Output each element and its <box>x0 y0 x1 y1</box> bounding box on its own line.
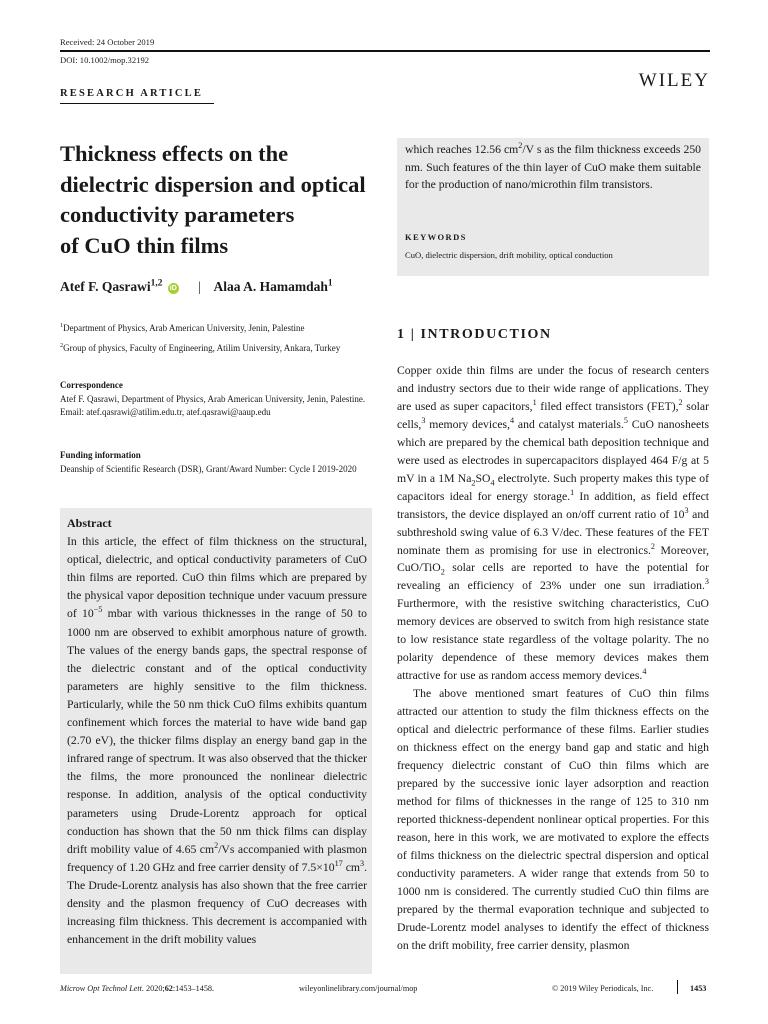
title-line: conductivity parameters <box>60 202 295 227</box>
author-list <box>60 279 333 295</box>
keywords-list: CuO, dielectric dispersion, drift mobility, optical conduction <box>405 250 613 260</box>
abstract-continuation-text: which reaches 12.56 $cm^2/V$ s as the film thickness exceeds 250 nm. Such features of the thin layer of CuO make them suitable for the production of nano/microthin film transistors. <box>405 141 702 191</box>
doi[interactable]: DOI: 10.1002/mop.32192 <box>60 55 150 65</box>
affiliation <box>60 322 370 336</box>
section-label: RESEARCH ARTICLE <box>60 88 204 99</box>
article-title <box>60 139 390 261</box>
publisher-logo: WILEY <box>638 70 710 91</box>
section-underline <box>60 103 214 104</box>
footer-divider <box>677 980 678 994</box>
affiliation <box>60 342 370 356</box>
header-rule <box>60 50 710 52</box>
title-line: of CuO thin films <box>60 232 229 258</box>
paragraph: The above mentioned smart features of CuO thin films attracted our attention to study the film thickness effects on the optical and dielectric performance of these films. Earlier studies on thickness effect on the energy band gap and static and high frequency dielectric constant of CuO thin films which are prepared by the successive ionic layer adsorption and reaction method for films of thicknesses in the range of 125 to 310 nm reported thickness-dependent nonlinear optical properties. For this reason, here in this work, we are motivated to explore the effects of films thickness on the dielectric spectral dispersion and optical conductivity parameters. A wider range that extends from 50 to 1000 nm is considered. The currently studied CuO thin films are prepared by the thermal evaporation technique and subjected to Drude-Lorentz model analyses to identify the effect of thickness on the drift mobility, free carrier density, plasmon <box>397 687 709 952</box>
affiliation-mark: 2 <box>60 342 64 349</box>
received-date: Received: 24 October 2019 <box>60 37 155 47</box>
abstract-text: In this article, the effect of film thickness on the structural, optical, dielectric, and optical conductivity parameters of CuO thin films are reported. CuO thin films which are prepared by the physical vapor deposition technique under vacuum pressure of $10^{-5}$ mbar with various thicknesses in the range of 50 to 1000 nm are observed to exhibit amorphous nature of growth. The values of the energy bands gaps, the spectral response of the dielectric constant and of the optical conductivity parameters are highly sensitive to the film thickness. Particularly, while the 50 nm thick CuO films exhibits quantum confinement which forces the material to have wide band gap (2.70 eV), the thicker films display an energy band gap in the infrared range of spectrum. It was also observed that the thicker the films, the more pronounced the nonlinear dielectric response. In addition, analysis of the optical conductivity parameters using Drude-Lorentz approach for optical conduction has shown that the 50 nm thick films can display drift mobility value of 4.65 $cm^2/Vs$ accompanied with plasmon frequency of 1.20 GHz and free carrier density of $7.5\times 10^{17}$ $cm^3$. The Drude-Lorentz analysis has also shown that the free carrier density and the plasmon frequency of CuO decreases with increasing film thickness. This decrement is accompanied with enhancement in the drift mobility values <box>67 535 367 947</box>
paragraph: Copper oxide thin films are under the focus of research centers and industry sectors due to their wide range of applications. They are used as super capacitors,$^1$ filed effect transistors (FET),$^2$ solar cells,$^3$ memory devices,$^4$ and catalyst materials.$^5$ CuO nanosheets which are prepared by the chemical bath deposition technique and were used as electrodes in supercapacitors displayed 464 F/g at 5 mV in a 1M $Na_2SO_4$ electrolyte. Such property makes this type of capacitors ideal for energy storage.$^1$ In addition, as field effect transistors, the device displayed an on/off current ratio of $10^3$ and subthreshold swing value of 6.3 V/dec. These features of the FET nominate them as promising for use in electronics.$^2$ Moreover, CuO/TiO$_2$ solar cells are reported to have the potential for revealing an efficiency of 23% under one sun irradiation.$^3$ Furthermore, with the resistive switching characteristics, CuO memory devices are observed to switch from high resistance state to low resistance state regardless of the voltage polarity. The no polarity dependence of these memory devices makes them attractive for use as random access memory devices.$^4$ <box>397 364 710 683</box>
keywords-label: KEYWORDS <box>405 232 467 242</box>
correspondence <box>60 379 370 420</box>
author-affiliation-marks: 1,2 <box>150 278 163 289</box>
title-line: Thickness effects on the <box>60 141 289 166</box>
page-number: 1453 <box>690 984 707 993</box>
funding-label: Funding information <box>60 450 141 460</box>
correspondence-email[interactable]: Email: atef.qasrawi@atilim.edu.tr, atef.qasrawi@aaup.edu <box>60 407 271 417</box>
correspondence-label: Correspondence <box>60 380 123 390</box>
author-name[interactable]: Atef F. Qasrawi <box>60 279 151 294</box>
correspondence-text: Atef F. Qasrawi, Department of Physics, Arab American University, Jenin, Palestine. <box>60 393 366 404</box>
title-line: dielectric dispersion and optical <box>60 171 366 197</box>
abstract-continuation-box <box>397 138 709 276</box>
introduction-heading: 1 | INTRODUCTION <box>397 327 552 342</box>
affiliation-mark: 1 <box>60 322 64 329</box>
journal-citation: Microw Opt Technol Lett. 2020;62:1453–1458. <box>60 984 215 993</box>
journal-url[interactable]: wileyonlinelibrary.com/journal/mop <box>299 984 418 993</box>
author-separator: | <box>198 279 201 294</box>
copyright: © 2019 Wiley Periodicals, Inc. <box>552 984 654 993</box>
author-affiliation-marks: 1 <box>327 278 333 289</box>
author-name[interactable]: Alaa A. Hamamdah <box>213 279 328 294</box>
affiliation-text: Group of physics, Faculty of Engineering, Atilim University, Ankara, Turkey <box>63 343 341 353</box>
orcid-icon[interactable]: iD <box>169 285 177 292</box>
abstract-heading: Abstract <box>67 516 112 530</box>
funding-info <box>60 449 370 476</box>
affiliation-text: Department of Physics, Arab American University, Jenin, Palestine <box>63 323 305 333</box>
abstract-box <box>60 508 372 974</box>
introduction-body <box>397 362 709 954</box>
funding-text: Deanship of Scientific Research (DSR), Grant/Award Number: Cycle I 2019-2020 <box>60 463 357 474</box>
